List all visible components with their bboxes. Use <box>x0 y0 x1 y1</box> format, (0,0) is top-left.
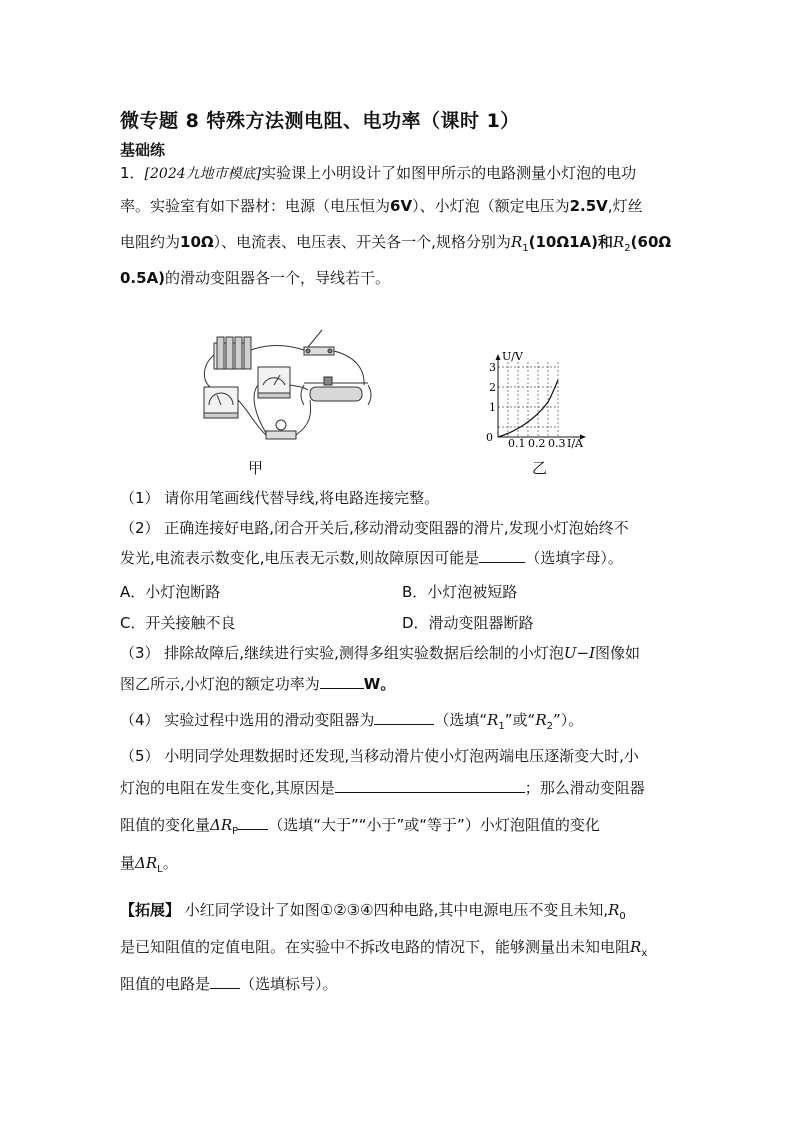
y-tick-label: 2 <box>489 381 496 394</box>
part-1: （1） 请你用笔画线代替导线,将电路连接完整。 <box>120 489 440 507</box>
answer-blank[interactable] <box>335 778 525 793</box>
ui-curve <box>498 380 558 437</box>
part-5-line-1: （5） 小明同学处理数据时还发现,当移动滑片使小灯泡两端电压逐渐变大时,小 <box>120 747 639 765</box>
x-tick-label: 0.1 <box>508 437 526 450</box>
answer-blank[interactable] <box>479 548 525 563</box>
q1-line-2: 率。实验室有如下器材：电源（电压恒为6V）、小灯泡（额定电压为2.5V,灯丝 <box>120 197 643 215</box>
extension-tag: 【拓展】 <box>120 901 181 919</box>
part-2-line-2: 发光,电流表示数变化,电压表无示数,则故障原因可能是 （选填字母）。 <box>120 549 623 567</box>
option-b: B．小灯泡被短路 <box>402 583 518 601</box>
x-axis-label: I/A <box>567 437 583 450</box>
x-tick-label: 0.3 <box>548 437 566 450</box>
voltmeter-icon <box>258 367 290 398</box>
q1-line-3: 电阻约为10Ω）、电流表、电压表、开关各一个,规格分别为$R_1(10\Omega 1A)$和$R_2(60\Omega$ <box>120 233 672 254</box>
part-3-line-1: （3） 排除故障后,继续进行实验,测得多组实验数据后绘制的小灯泡U−I图像如 <box>120 644 641 662</box>
ui-graph-figure <box>480 352 600 452</box>
figure-left-caption: 甲 <box>248 459 264 477</box>
section-heading: 基础练 <box>120 141 166 159</box>
answer-blank[interactable] <box>374 710 434 725</box>
ammeter-icon <box>204 387 238 418</box>
q1-line-4: 0.5A)的滑动变阻器各一个，导线若干。 <box>120 269 391 287</box>
y-tick-label: 3 <box>489 361 496 374</box>
part-5-line-2: 灯泡的电阻在发生变化,其原因是 ；那么滑动变阻器 <box>120 779 645 797</box>
part-5-line-3: 阻值的变化量$\Delta R_P$ （选填“大于”“小于”或“等于”）小灯泡阻值的变化 <box>120 816 600 837</box>
extension-line-1: 【拓展】 小红同学设计了如图①②③④四种电路,其中电源电压不变且未知$,R_0$ <box>120 901 626 922</box>
part-4: （4） 实验过程中选用的滑动变阻器为 （选填“$R_1$”或“$R_2$”）。 <box>120 711 584 732</box>
y-axis-label: U/V <box>502 352 523 363</box>
y-tick-label: 1 <box>489 401 496 414</box>
lamp-icon <box>266 420 296 439</box>
origin-label: 0 <box>486 431 493 444</box>
answer-blank[interactable] <box>210 974 240 989</box>
option-d: D．滑动变阻器断路 <box>402 614 534 632</box>
circuit-apparatus-figure <box>200 325 380 450</box>
answer-blank[interactable] <box>238 815 268 830</box>
q1-source: [2024九地市模底] <box>144 166 262 182</box>
answer-blank[interactable] <box>320 674 364 689</box>
x-tick-label: 0.2 <box>528 437 546 450</box>
option-c: C．开关接触不良 <box>120 614 236 632</box>
q1-line-1: 1．[2024九地市模底]实验课上小明设计了如图甲所示的电路测量小灯泡的电功 <box>120 164 637 182</box>
part-3-line-2: 图乙所示,小灯泡的额定功率为 W。 <box>120 675 396 693</box>
page-title: 微专题 8 特殊方法测电阻、电功率（课时 1） <box>120 110 520 132</box>
rheostat-icon <box>301 377 371 405</box>
extension-line-3: 阻值的电路是 （选填标号）。 <box>120 975 338 993</box>
battery-icon <box>214 337 251 369</box>
figure-right-caption: 乙 <box>532 459 548 477</box>
part-5-line-4: 量$\Delta R_L$。 <box>120 854 178 875</box>
extension-line-2: 是已知阻值的定值电阻。在实验中不拆改电路的情况下，能够测量出未知电阻$R_x$ <box>120 938 648 959</box>
switch-icon <box>304 330 334 355</box>
part-2-line-1: （2） 正确连接好电路,闭合开关后,移动滑动变阻器的滑片,发现小灯泡始终不 <box>120 519 629 537</box>
option-a: A．小灯泡断路 <box>120 583 221 601</box>
